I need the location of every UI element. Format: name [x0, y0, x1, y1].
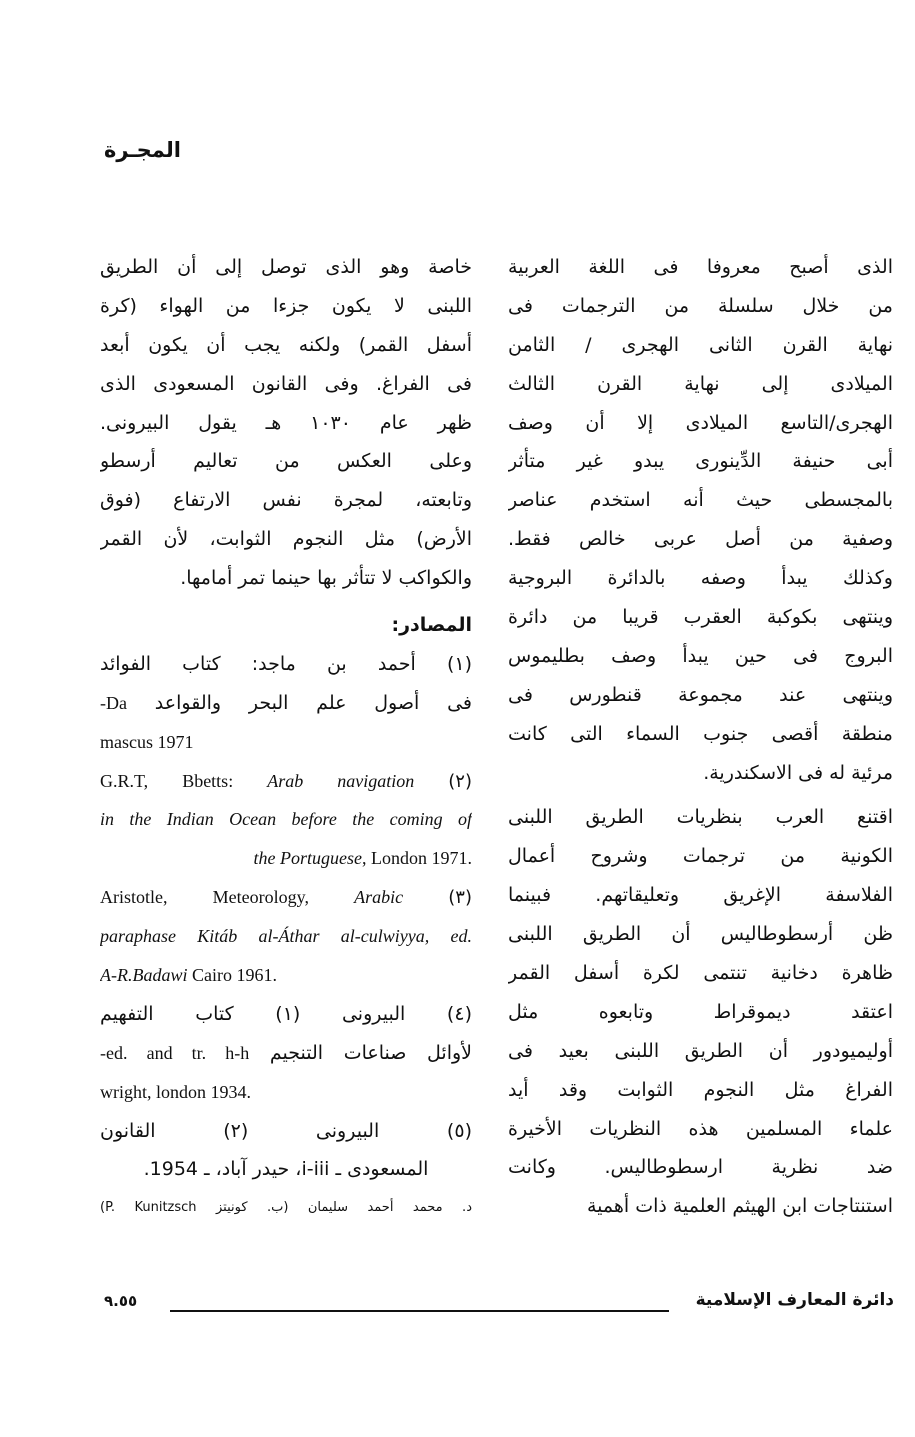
- body-line: استنتاجات ابن الهيثم العلمية ذات أهمية: [586, 1195, 893, 1218]
- body-line: ظن أرسطوطاليس أن الطريق اللبنى: [508, 923, 893, 946]
- source-5-line: المسعودى ـ i-iii، حيدر آباد، ـ 1954.: [143, 1158, 429, 1181]
- body-line: وتابعته، لمجرة نفس الارتفاع (فوق: [100, 489, 472, 512]
- source-3-line: [100, 917, 472, 956]
- source-4-line: wright, london 1934.: [100, 1081, 251, 1102]
- source-3-line: [100, 878, 472, 917]
- body-line: وينتهى عند مجموعة قنطورس فى: [508, 683, 893, 706]
- footer-rule: [170, 1310, 669, 1312]
- body-line: نهاية القرن الثانى الهجرى / الثامن: [508, 333, 893, 356]
- source-editor: A-R.Badawi: [100, 965, 188, 986]
- right-column: [508, 248, 893, 1226]
- body-line: فى الفراغ. وفى القانون المسعودى الذى: [100, 372, 472, 395]
- source-number: (٣): [448, 887, 472, 909]
- publication-title: دائرة المعارف الإسلامية: [695, 1290, 894, 1310]
- source-4-line: [100, 1034, 472, 1073]
- source-text: فى أصول علم البحر والقواعد: [154, 691, 472, 714]
- body-line: بالمجسطى حيث أنه استخدم عناصر: [508, 489, 893, 512]
- running-title: المجـرة: [104, 138, 181, 162]
- article-author: د. محمد أحمد سليمان (ب. كونيتز P. Kunitzsch): [100, 1200, 472, 1216]
- source-2-line: [100, 839, 472, 878]
- body-line: الذى أصبح معروفا فى اللغة العربية: [508, 256, 893, 278]
- body-line: خاصة وهو الذى توصل إلى أن الطريق: [100, 256, 472, 278]
- source-2-line: [100, 800, 472, 839]
- body-line: والكواكب لا تتأثر بها حينما تمر أمامها.: [180, 567, 472, 590]
- source-text: لأوائل صناعات التنجيم: [269, 1041, 472, 1064]
- body-line: اللبنى لا يكون جزءا من الهواء (كرة: [100, 294, 472, 317]
- source-number: (٢): [448, 770, 472, 792]
- body-line: اقتنع العرب بنظريات الطريق اللبنى: [508, 806, 893, 829]
- body-line: وعلى العكس من تعاليم أرسطو: [100, 450, 472, 473]
- source-title: the Portuguese: [253, 848, 362, 869]
- body-line: علماء المسلمين هذه النظريات الأخيرة: [508, 1117, 893, 1140]
- body-line: الفلاسفة الإغريق وتعليقاتهم. فبينما: [508, 884, 893, 907]
- source-text: Da-: [100, 692, 127, 713]
- source-4-line: (٤) البيرونى (١) كتاب التفهيم: [100, 1002, 472, 1025]
- body-line: وكذلك يبدأ وصفه بالدائرة البروجية: [508, 567, 893, 590]
- body-line: وصفية من أصل عربى خالص فقط.: [508, 528, 893, 551]
- body-line: الكونية من ترجمات وشروح أعمال: [508, 845, 893, 868]
- source-3-line: [100, 956, 472, 995]
- source-text: ed. and tr. h-h-: [100, 1042, 250, 1063]
- body-line: الهجرى/التاسع الميلادى إلا أن وصف: [508, 411, 893, 434]
- left-column: [100, 248, 472, 1228]
- source-1-line: (١) أحمد بن ماجد: كتاب الفوائد: [100, 652, 472, 675]
- source-text: G.R.T, Bbetts:: [100, 770, 268, 791]
- source-text: , London 1971.: [362, 848, 472, 869]
- body-line: منطقة أقصى جنوب السماء التى كانت: [508, 722, 893, 745]
- source-text: Cairo 1961.: [187, 965, 277, 986]
- body-line: وينتهى بكوكبة العقرب قريبا من دائرة: [508, 606, 893, 629]
- source-title: Arabic: [354, 887, 404, 908]
- source-title: paraphase Kitáb al-Áthar al-culwiyya, ed.: [100, 926, 472, 947]
- body-line: ضد نظرية ارسطوطاليس. وكانت: [508, 1156, 893, 1179]
- source-2-line: [100, 762, 472, 801]
- page-footer: [104, 1290, 894, 1320]
- body-line: أبى حنيفة الدِّينورى يبدو غير متأثر: [508, 450, 893, 473]
- source-1-line: [100, 684, 472, 723]
- body-line: ظاهرة دخانية تنتمى لكرة أسفل القمر: [508, 962, 893, 985]
- source-5-line: (٥) البيرونى (٢) القانون: [100, 1119, 472, 1142]
- source-title: in the Indian Ocean before the coming of: [100, 809, 472, 830]
- body-line: الأرض) مثل النجوم الثوابت، لأن القمر: [100, 528, 472, 551]
- body-line: أسفل القمر) ولكنه يجب أن يكون أبعد: [100, 333, 472, 356]
- body-line: الفراغ مثل النجوم الثوابت وقد أيد: [508, 1078, 893, 1101]
- source-1-line: mascus 1971: [100, 731, 194, 752]
- page-number: ٩.٥٥: [104, 1292, 138, 1310]
- body-line: الميلادى إلى نهاية القرن الثالث: [508, 372, 893, 395]
- source-text: Aristotle, Meteorology,: [100, 887, 355, 908]
- body-line: البروج فى حين يبدأ وصف بطليموس: [508, 644, 893, 667]
- body-line: مرئية له فى الاسكندرية.: [703, 761, 893, 784]
- source-title: Arab navigation: [267, 770, 415, 791]
- body-line: ظهر عام ١٠٣٠ هـ يقول البيرونى.: [100, 411, 472, 434]
- body-line: من خلال سلسلة من الترجمات فى: [508, 294, 893, 317]
- sources-heading: المصادر:: [391, 614, 472, 637]
- body-line: أوليميودور أن الطريق اللبنى بعيد فى: [508, 1039, 893, 1062]
- body-line: اعتقد ديموقراط وتابعوه مثل: [508, 1000, 893, 1023]
